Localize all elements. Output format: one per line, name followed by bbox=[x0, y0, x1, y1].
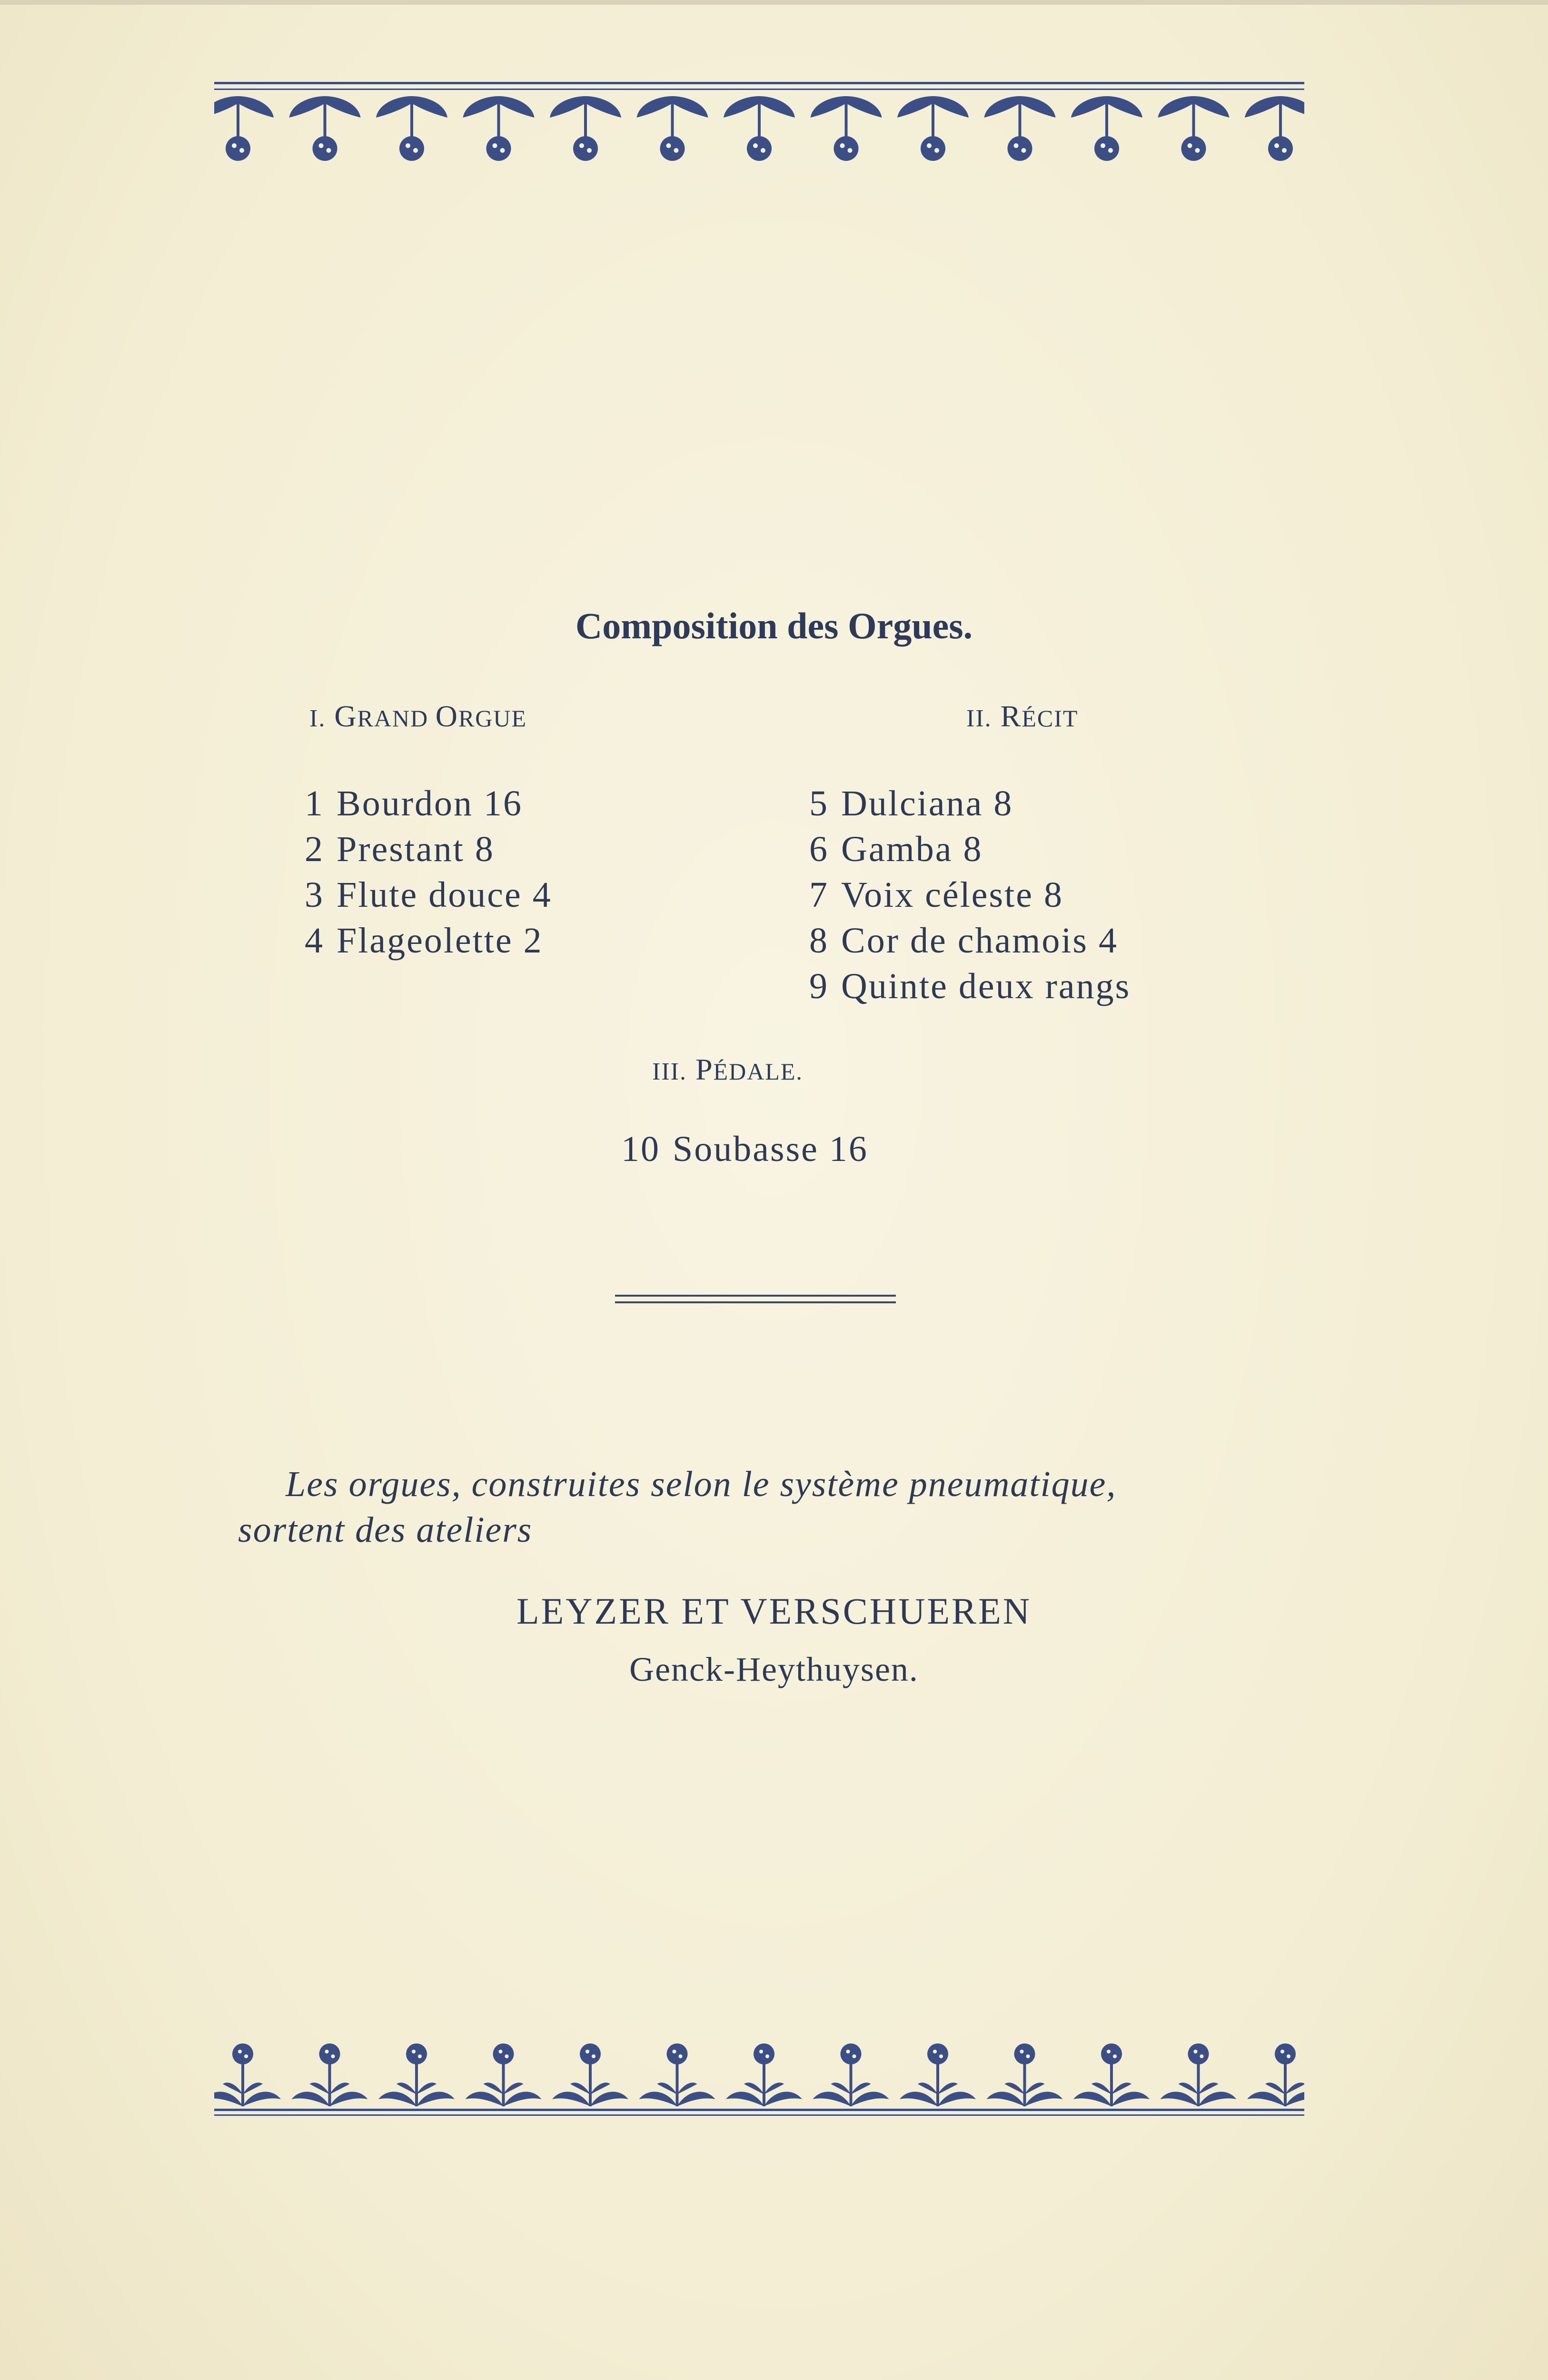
list-item bbox=[809, 781, 1131, 826]
leaf-garland-motif bbox=[463, 96, 535, 161]
stop-number: 7 bbox=[809, 875, 829, 915]
flower-sprig-motif bbox=[726, 2043, 802, 2106]
flower-sprig-motif bbox=[214, 2043, 281, 2106]
stop-name: Cor de chamois 4 bbox=[841, 921, 1119, 961]
note-line: Les orgues, construites selon le système pneumatique, bbox=[286, 1464, 1117, 1504]
leaf-garland-motif bbox=[724, 96, 795, 161]
stop-number: 1 bbox=[305, 783, 324, 823]
flower-sprig-motif bbox=[378, 2043, 455, 2106]
organ-builder-name: LEYZER ET VERSCHUEREN bbox=[516, 1590, 1032, 1632]
stop-name: Dulciana 8 bbox=[841, 783, 1013, 823]
section-numeral: I. bbox=[309, 705, 326, 732]
top-ornament-border bbox=[214, 82, 1304, 182]
list-item bbox=[809, 918, 1131, 963]
flower-sprig-motif bbox=[292, 2043, 368, 2106]
leaf-garland-motif bbox=[984, 96, 1056, 161]
section-initial: R bbox=[1000, 699, 1022, 733]
section-name-rest: RGUE bbox=[458, 705, 527, 732]
rule-line bbox=[615, 1295, 896, 1297]
page-edge bbox=[0, 0, 1548, 5]
leaf-garland-motif bbox=[1071, 96, 1142, 161]
section-heading-grand-orgue bbox=[309, 699, 527, 734]
list-item bbox=[621, 1126, 868, 1172]
list-item bbox=[809, 872, 1131, 918]
leaf-garland-motif bbox=[376, 96, 447, 161]
section-heading-recit bbox=[966, 699, 1078, 734]
stop-number: 2 bbox=[305, 829, 324, 869]
section-numeral: III. bbox=[652, 1058, 687, 1085]
stop-name: Quinte deux rangs bbox=[841, 966, 1131, 1006]
section-name-rest: ÉDALE. bbox=[713, 1058, 803, 1085]
stop-number: 3 bbox=[305, 875, 324, 915]
section-initial: G bbox=[334, 699, 357, 733]
stop-list-recit bbox=[809, 781, 1131, 1009]
bottom-ornament-border bbox=[214, 2018, 1304, 2118]
flower-sprig-motif bbox=[1247, 2043, 1304, 2106]
flower-sprig-icon bbox=[214, 2018, 1304, 2118]
stop-number: 9 bbox=[809, 966, 829, 1006]
list-item bbox=[305, 918, 552, 963]
leaf-garland-motif bbox=[289, 96, 361, 161]
stop-list-grand-orgue bbox=[305, 781, 552, 963]
flower-sprig-motif bbox=[639, 2043, 715, 2106]
leaf-garland-motif bbox=[214, 96, 274, 161]
double-rule-divider bbox=[615, 1295, 896, 1305]
stop-number: 4 bbox=[305, 921, 324, 961]
stop-number: 5 bbox=[809, 783, 829, 823]
list-item bbox=[305, 781, 552, 826]
section-initial: P bbox=[695, 1052, 714, 1086]
leaf-garland-motif bbox=[1158, 96, 1230, 161]
page-title: Composition des Orgues. bbox=[575, 605, 973, 646]
flower-sprig-motif bbox=[900, 2043, 976, 2106]
flower-sprig-motif bbox=[813, 2043, 889, 2106]
leaf-garland-icon bbox=[214, 82, 1304, 182]
section-name-rest: ÉCIT bbox=[1022, 705, 1079, 732]
stop-name: Gamba 8 bbox=[841, 829, 983, 869]
list-item bbox=[305, 872, 552, 918]
list-item bbox=[305, 826, 552, 872]
stop-name: Voix céleste 8 bbox=[841, 875, 1063, 915]
section-heading-pedale bbox=[652, 1052, 803, 1087]
stop-name: Flute douce 4 bbox=[337, 875, 552, 915]
section-initial: O bbox=[435, 699, 458, 733]
leaf-garland-motif bbox=[811, 96, 882, 161]
stop-name: Bourdon 16 bbox=[337, 783, 523, 823]
builder-note bbox=[238, 1461, 1314, 1553]
leaf-garland-motif bbox=[637, 96, 708, 161]
list-item bbox=[809, 826, 1131, 872]
stop-number: 6 bbox=[809, 829, 829, 869]
list-item bbox=[809, 963, 1131, 1009]
flower-sprig-motif bbox=[1161, 2043, 1237, 2106]
stop-number: 10 bbox=[621, 1129, 660, 1169]
leaf-garland-motif bbox=[550, 96, 621, 161]
section-numeral: II. bbox=[966, 705, 992, 732]
flower-sprig-motif bbox=[987, 2043, 1063, 2106]
stop-name: Flageolette 2 bbox=[337, 921, 543, 961]
leaf-garland-motif bbox=[1245, 96, 1304, 161]
flower-sprig-motif bbox=[466, 2043, 542, 2106]
note-line: sortent des ateliers bbox=[238, 1510, 533, 1550]
stop-name: Prestant 8 bbox=[337, 829, 495, 869]
flower-sprig-motif bbox=[1073, 2043, 1150, 2106]
builder-location: Genck-Heythuysen. bbox=[629, 1650, 919, 1688]
stop-number: 8 bbox=[809, 921, 829, 961]
stop-name: Soubasse 16 bbox=[673, 1129, 868, 1169]
stop-list-pedale bbox=[621, 1126, 868, 1172]
rule-line bbox=[615, 1301, 896, 1303]
leaf-garland-motif bbox=[897, 96, 969, 161]
section-name-rest: RAND bbox=[357, 705, 436, 732]
flower-sprig-motif bbox=[552, 2043, 628, 2106]
